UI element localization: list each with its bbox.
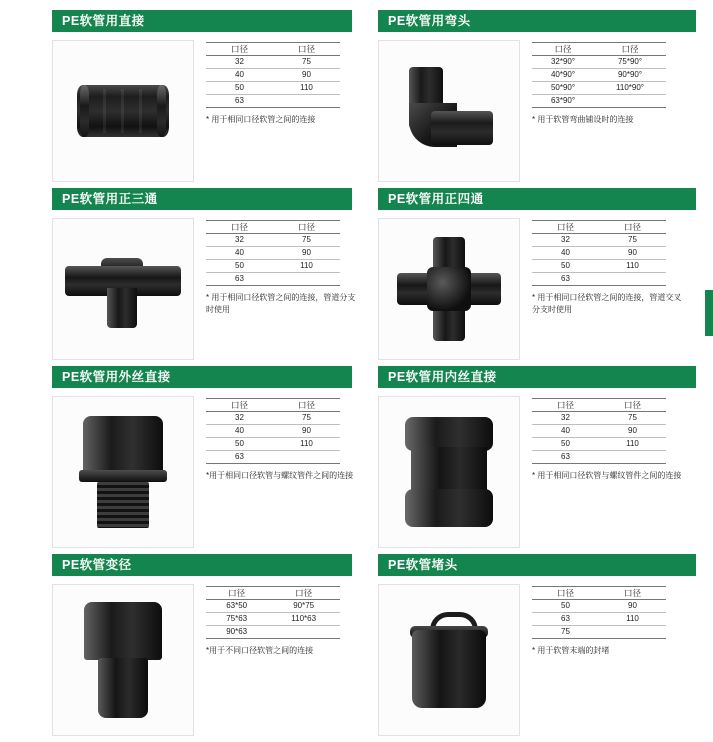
female-thread-adaptor-illustration — [401, 417, 497, 527]
product-note: * 用于相同口径软管之间的连接 — [206, 115, 316, 124]
cell: 32 — [206, 234, 273, 247]
product-info — [520, 584, 696, 657]
end-cap-photo — [378, 584, 520, 736]
product-note: *用于相同口径软管与螺纹管件之间的连接 — [206, 471, 354, 480]
male-thread-adaptor-illustration — [77, 416, 169, 528]
reducer-photo — [52, 584, 194, 736]
cell: 110 — [599, 613, 666, 626]
spec-table — [532, 42, 666, 108]
table-row — [206, 234, 340, 247]
cell: 110 — [273, 438, 340, 451]
table-header-row — [532, 221, 666, 234]
male-thread-adaptor-photo — [52, 396, 194, 548]
cell: 50 — [206, 438, 273, 451]
tee-illustration — [65, 250, 181, 328]
cell: 50 — [532, 600, 599, 613]
table-row — [206, 626, 340, 639]
cell — [599, 451, 666, 464]
table-row — [206, 425, 340, 438]
table-row — [206, 247, 340, 260]
col-header-2: 口径 — [594, 43, 666, 56]
cell: 75 — [273, 234, 340, 247]
straight-coupler-illustration — [77, 85, 169, 137]
table-row — [532, 451, 666, 464]
col-header-1: 口径 — [532, 399, 599, 412]
col-header-2: 口径 — [599, 399, 666, 412]
spec-table — [206, 398, 340, 464]
product-info — [194, 218, 356, 316]
table-row — [532, 626, 666, 639]
cell — [273, 95, 340, 108]
cell: 63 — [206, 273, 273, 286]
cell: 90 — [273, 247, 340, 260]
table-row — [206, 600, 340, 613]
elbow-photo — [378, 40, 520, 182]
cell: 110 — [273, 260, 340, 273]
table-row — [206, 82, 340, 95]
cell: 63*50 — [206, 600, 267, 613]
table-row — [532, 82, 666, 95]
cell: 40 — [532, 425, 599, 438]
product-card-pe-elbow — [356, 10, 700, 182]
cell: 50 — [206, 260, 273, 273]
cell: 40 — [532, 247, 599, 260]
cell: 32 — [532, 412, 599, 425]
product-title: PE软管用弯头 — [378, 10, 696, 32]
cell: 50 — [206, 82, 273, 95]
product-body — [378, 210, 696, 360]
product-title: PE软管变径 — [52, 554, 352, 576]
cell: 75*90° — [594, 56, 666, 69]
cell: 63 — [532, 451, 599, 464]
table-row — [532, 425, 666, 438]
cell: 63 — [206, 451, 273, 464]
table-row — [532, 600, 666, 613]
table-row — [206, 613, 340, 626]
straight-coupler-photo — [52, 40, 194, 182]
table-row — [532, 273, 666, 286]
cell: 32 — [206, 412, 273, 425]
cell: 90*90° — [594, 69, 666, 82]
cell — [599, 626, 666, 639]
table-row — [532, 69, 666, 82]
product-info — [520, 218, 696, 316]
cell — [273, 451, 340, 464]
col-header-1: 口径 — [206, 221, 273, 234]
table-row — [532, 247, 666, 260]
cross-photo — [378, 218, 520, 360]
col-header-1: 口径 — [532, 587, 599, 600]
cell: 40*90° — [532, 69, 594, 82]
cell: 63 — [206, 95, 273, 108]
spec-table — [532, 586, 666, 639]
cell: 75 — [532, 626, 599, 639]
reducer-illustration — [84, 602, 162, 718]
cell: 40 — [206, 425, 273, 438]
table-row — [206, 69, 340, 82]
product-title: PE软管用内丝直接 — [378, 366, 696, 388]
elbow-illustration — [401, 63, 497, 159]
table-header-row — [206, 399, 340, 412]
female-thread-adaptor-photo — [378, 396, 520, 548]
table-row — [532, 260, 666, 273]
col-header-2: 口径 — [273, 221, 340, 234]
product-note: * 用于相同口径软管之间的连接，管道交叉分支时使用 — [532, 293, 682, 314]
spec-table — [532, 220, 666, 286]
cell — [273, 273, 340, 286]
page-edge-marker — [705, 290, 713, 336]
product-title: PE软管用正三通 — [52, 188, 352, 210]
tee-photo — [52, 218, 194, 360]
cell: 63 — [532, 273, 599, 286]
product-body — [52, 210, 356, 360]
cell: 90 — [599, 600, 666, 613]
cell: 110*63 — [267, 613, 340, 626]
product-card-pe-reducer — [12, 554, 356, 736]
product-info — [520, 396, 696, 482]
product-card-pe-tee — [12, 188, 356, 360]
spec-table — [532, 398, 666, 464]
table-row — [206, 273, 340, 286]
cell: 90*75 — [267, 600, 340, 613]
table-row — [206, 56, 340, 69]
table-header-row — [532, 587, 666, 600]
cell: 75*63 — [206, 613, 267, 626]
table-row — [532, 613, 666, 626]
col-header-1: 口径 — [532, 221, 599, 234]
col-header-2: 口径 — [273, 43, 340, 56]
table-header-row — [532, 399, 666, 412]
table-row — [532, 56, 666, 69]
cell: 32 — [532, 234, 599, 247]
product-title: PE软管用直接 — [52, 10, 352, 32]
cell: 32*90° — [532, 56, 594, 69]
product-body — [378, 576, 696, 736]
cell: 110 — [599, 438, 666, 451]
spec-table — [206, 220, 340, 286]
cell: 75 — [273, 412, 340, 425]
product-body — [52, 388, 352, 548]
product-note: * 用于相同口径软管与螺纹管件之间的连接 — [532, 471, 682, 480]
cell: 90 — [273, 69, 340, 82]
table-row — [532, 95, 666, 108]
col-header-1: 口径 — [206, 43, 273, 56]
product-info — [520, 40, 696, 126]
col-header-1: 口径 — [206, 587, 267, 600]
cell: 50 — [532, 260, 599, 273]
product-title: PE软管堵头 — [378, 554, 696, 576]
cell: 110*90° — [594, 82, 666, 95]
cell: 110 — [273, 82, 340, 95]
product-note: * 用于软管末端的封堵 — [532, 646, 610, 655]
col-header-2: 口径 — [273, 399, 340, 412]
product-title: PE软管用外丝直接 — [52, 366, 352, 388]
product-info — [194, 584, 356, 657]
cell: 63 — [532, 613, 599, 626]
cell: 40 — [206, 69, 273, 82]
table-header-row — [206, 587, 340, 600]
product-note: * 用于相同口径软管之间的连接，管道分支时使用 — [206, 293, 356, 314]
table-row — [206, 260, 340, 273]
col-header-2: 口径 — [267, 587, 340, 600]
product-note: * 用于软管弯曲铺设时的连接 — [532, 115, 634, 124]
table-row — [532, 234, 666, 247]
spec-table — [206, 42, 340, 108]
product-body — [378, 388, 696, 548]
cell — [267, 626, 340, 639]
spec-table — [206, 586, 340, 639]
cross-illustration — [397, 237, 501, 341]
table-row — [532, 438, 666, 451]
table-header-row — [532, 43, 666, 56]
cell: 40 — [206, 247, 273, 260]
cell: 90 — [273, 425, 340, 438]
col-header-2: 口径 — [599, 221, 666, 234]
product-card-pe-cross — [356, 188, 700, 360]
cell: 75 — [273, 56, 340, 69]
product-info — [194, 40, 356, 126]
product-card-pe-straight-coupler — [12, 10, 356, 182]
product-body — [52, 32, 352, 182]
product-card-pe-male-thread-coupler — [12, 366, 356, 548]
product-grid — [12, 10, 701, 742]
table-row — [206, 451, 340, 464]
cell: 75 — [599, 412, 666, 425]
table-row — [206, 412, 340, 425]
cell: 50*90° — [532, 82, 594, 95]
cell: 32 — [206, 56, 273, 69]
col-header-1: 口径 — [206, 399, 273, 412]
product-card-pe-female-thread-coupler — [356, 366, 700, 548]
cell: 90 — [599, 247, 666, 260]
table-row — [206, 438, 340, 451]
product-note: *用于不同口径软管之间的连接 — [206, 646, 314, 655]
col-header-2: 口径 — [599, 587, 666, 600]
product-card-pe-end-cap — [356, 554, 700, 736]
cell: 90*63 — [206, 626, 267, 639]
table-row — [532, 412, 666, 425]
table-header-row — [206, 43, 340, 56]
cell: 63*90° — [532, 95, 594, 108]
product-info — [194, 396, 356, 482]
cell: 75 — [599, 234, 666, 247]
product-body — [52, 576, 352, 736]
col-header-1: 口径 — [532, 43, 594, 56]
table-row — [206, 95, 340, 108]
cell — [599, 273, 666, 286]
end-cap-illustration — [412, 612, 486, 708]
product-title: PE软管用正四通 — [378, 188, 696, 210]
cell: 90 — [599, 425, 666, 438]
product-body — [378, 32, 696, 182]
cell: 110 — [599, 260, 666, 273]
table-header-row — [206, 221, 340, 234]
cell — [594, 95, 666, 108]
cell: 50 — [532, 438, 599, 451]
